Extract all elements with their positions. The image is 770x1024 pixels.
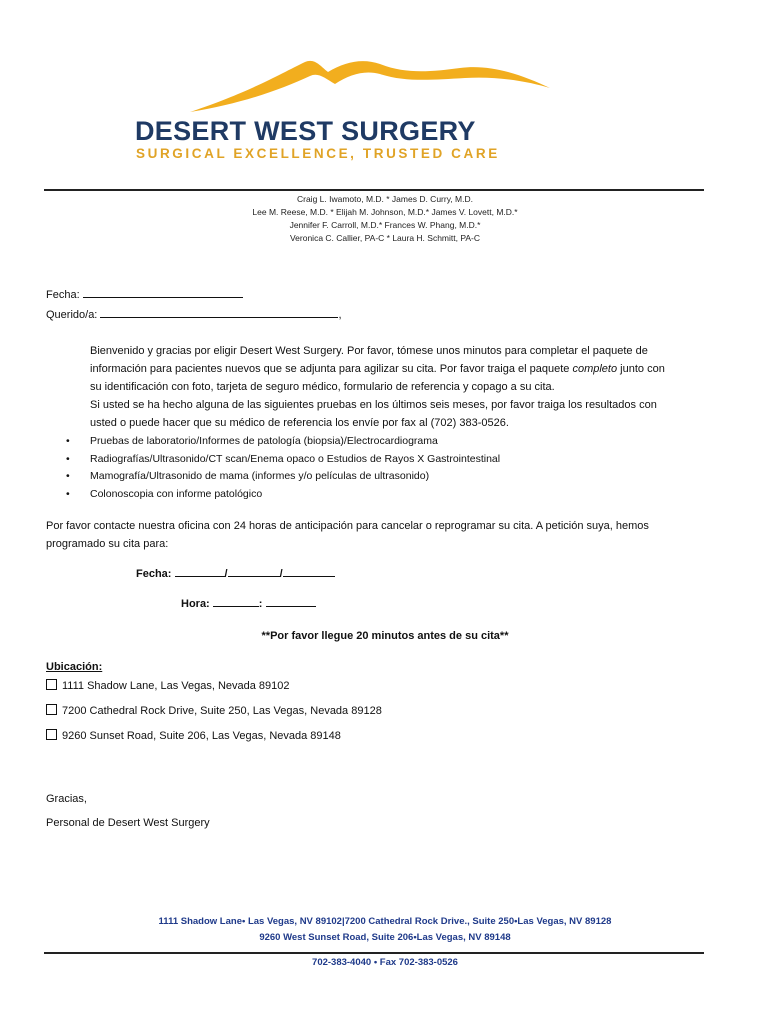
closing-thanks: Gracias, bbox=[46, 793, 87, 805]
location-option[interactable]: 1111 Shadow Lane, Las Vegas, Nevada 89102 bbox=[46, 679, 290, 692]
date-field-row bbox=[46, 286, 243, 304]
year-blank[interactable] bbox=[283, 565, 335, 577]
checkbox[interactable] bbox=[46, 679, 57, 690]
date-separator: / bbox=[224, 568, 228, 580]
appointment-time-label: Hora: bbox=[181, 598, 210, 610]
appointment-date-row bbox=[136, 565, 335, 583]
time-separator: : bbox=[258, 598, 263, 610]
date-blank[interactable] bbox=[83, 286, 243, 298]
list-item: • Radiografías/Ultrasonido/CT scan/Enema opaco o Estudios de Rayos X Gastrointestinal bbox=[66, 452, 501, 465]
logo-tagline: SURGICAL EXCELLENCE, TRUSTED CARE bbox=[136, 146, 500, 161]
tests-list bbox=[66, 433, 500, 503]
appointment-date-label: Fecha: bbox=[136, 568, 172, 580]
closing-signature: Personal de Desert West Surgery bbox=[46, 817, 210, 829]
month-blank[interactable] bbox=[175, 565, 225, 577]
dear-blank[interactable] bbox=[100, 306, 338, 318]
doctor-line: Lee M. Reese, M.D. * Elijah M. Johnson, M.D.* James V. Lovett, M.D.* bbox=[252, 207, 518, 217]
dear-suffix: , bbox=[338, 309, 342, 321]
arrive-early-note: **Por favor llegue 20 minutos antes de su cita** bbox=[261, 630, 509, 642]
list-item: • Mamografía/Ultrasonido de mama (informes y/o películas de ultrasonido) bbox=[66, 470, 430, 482]
list-item: • Colonoscopia con informe patológico bbox=[66, 487, 263, 500]
dear-label: Querido/a: bbox=[46, 309, 98, 321]
dear-field-row bbox=[46, 306, 342, 324]
results-paragraph: Si usted se ha hecho alguna de las siguientes pruebas en los últimos seis meses, por favor traiga los resultados con usted o puede hacer que su médico de referencia los envíe por fax al (702) 383-0526. bbox=[90, 399, 657, 429]
header-divider bbox=[44, 189, 704, 191]
hour-blank[interactable] bbox=[213, 595, 259, 607]
checkbox[interactable] bbox=[46, 704, 57, 715]
day-blank[interactable] bbox=[228, 565, 280, 577]
company-logo bbox=[130, 52, 610, 162]
location-heading: Ubicación: bbox=[46, 661, 103, 673]
welcome-text-emphasis: completo bbox=[572, 363, 618, 375]
appointment-time-row bbox=[181, 595, 316, 613]
welcome-paragraph bbox=[46, 342, 676, 432]
logo-title: DESERT WEST SURGERY bbox=[135, 116, 476, 146]
date-separator: / bbox=[279, 568, 283, 580]
location-option[interactable]: 9260 Sunset Road, Suite 206, Las Vegas, Nevada 89148 bbox=[46, 729, 341, 742]
welcome-text-a: Bienvenido y gracias por eligir Desert West Surgery. Por favor, tómese unos minutos para completar el paquete de información para pacientes nuevos que se adjunta para agilizar su cita. Por favor traiga el paquete bbox=[90, 345, 648, 375]
date-label: Fecha: bbox=[46, 289, 80, 301]
doctor-list bbox=[0, 193, 770, 245]
footer-divider bbox=[44, 952, 704, 954]
doctor-line: Jennifer F. Carroll, M.D.* Frances W. Phang, M.D.* bbox=[289, 220, 481, 230]
checkbox[interactable] bbox=[46, 729, 57, 740]
footer-phone: 702-383-4040 • Fax 702-383-0526 bbox=[312, 957, 458, 968]
doctor-line: Veronica C. Callier, PA-C * Laura H. Schmitt, PA-C bbox=[289, 233, 481, 243]
mountain-logo-icon bbox=[130, 52, 610, 122]
location-option[interactable]: 7200 Cathedral Rock Drive, Suite 250, Las Vegas, Nevada 89128 bbox=[46, 704, 382, 717]
welcome-text-b: junto con su identificación con foto, tarjeta de seguro médico, formulario de referencia y copago a su cita. bbox=[90, 363, 665, 393]
minute-blank[interactable] bbox=[266, 595, 316, 607]
footer-address-line1: 1111 Shadow Lane• Las Vegas, NV 89102|7200 Cathedral Rock Drive., Suite 250•Las Vegas, NV 89128 bbox=[158, 916, 612, 927]
list-item: • Pruebas de laboratorio/Informes de patología (biopsia)/Electrocardiograma bbox=[66, 435, 438, 447]
footer-address-line2: 9260 West Sunset Road, Suite 206•Las Vegas, NV 89148 bbox=[259, 932, 511, 943]
doctor-line: Craig L. Iwamoto, M.D. * James D. Curry, M.D. bbox=[296, 194, 473, 204]
cancel-paragraph: Por favor contacte nuestra oficina con 24 horas de anticipación para cancelar o reprogramar su cita. A petición suya, hemos programado su cita para: bbox=[46, 520, 649, 550]
